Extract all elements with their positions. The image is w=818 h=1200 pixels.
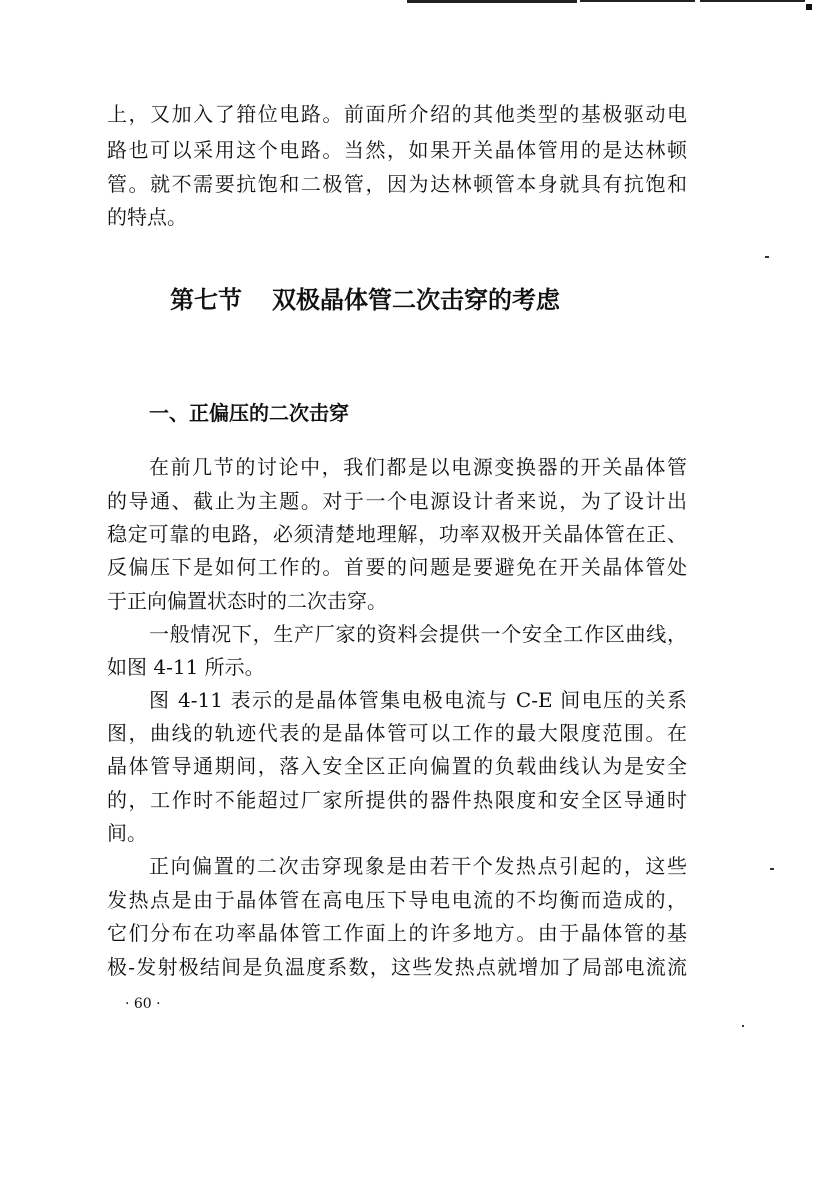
text-line: 如图 4-11 所示。 [107,655,265,679]
text-line: 间。 [107,821,147,845]
page-number: · 60 · [125,996,161,1012]
text-line: 正向偏置的二次击穿现象是由若干个发热点引起的，这些 [149,854,687,878]
scan-artifact-dot [806,4,812,10]
section-title-text: 双极晶体管二次击穿的考虑 [272,285,560,314]
text-line: 于正向偏置状态时的二次击穿。 [107,589,387,613]
scan-artifact-line [407,0,577,3]
text-line: 管。就不需要抗饱和二极管，因为达林顿管本身就具有抗饱和 [107,172,687,196]
scan-speck [742,1025,744,1027]
text-line: 的导通、截止为主题。对于一个电源设计者来说，为了设计出 [107,489,687,513]
text-line: 上，又加入了箝位电路。前面所介绍的其他类型的基极驱动电 [107,102,687,126]
text-line: 在前几节的讨论中，我们都是以电源变换器的开关晶体管 [149,455,687,479]
text-line: 反偏压下是如何工作的。首要的问题是要避免在开关晶体管处 [107,555,687,579]
text-line: 的，工作时不能超过厂家所提供的器件热限度和安全区导通时 [107,788,687,812]
section-title [170,285,630,315]
text-line: 一般情况下，生产厂家的资料会提供一个安全工作区曲线， [149,622,687,646]
text-line: 极-发射极结间是负温度系数，这些发热点就增加了局部电流流 [107,955,687,979]
scan-artifact-line [700,0,805,2]
text-line: 它们分布在功率晶体管工作面上的许多地方。由于晶体管的基 [107,921,687,945]
subheading: 一、正偏压的二次击穿 [149,401,349,425]
section-number: 第七节 [170,285,242,314]
scan-artifact-line [580,0,695,2]
text-line: 发热点是由于晶体管在高电压下导电电流的不均衡而造成的， [107,888,687,912]
text-line: 路也可以采用这个电路。当然，如果开关晶体管用的是达林顿 [107,138,687,162]
scan-speck [765,256,769,258]
text-line: 图 4-11 表示的是晶体管集电极电流与 C-E 间电压的关系 [149,688,687,712]
scan-speck [770,868,774,870]
text-line: 稳定可靠的电路，必须清楚地理解，功率双极开关晶体管在正、 [107,522,687,546]
text-line: 图，曲线的轨迹代表的是晶体管可以工作的最大限度范围。在 [107,721,687,745]
text-line: 晶体管导通期间，落入安全区正向偏置的负载曲线认为是安全 [107,754,687,778]
text-line: 的特点。 [107,205,187,229]
